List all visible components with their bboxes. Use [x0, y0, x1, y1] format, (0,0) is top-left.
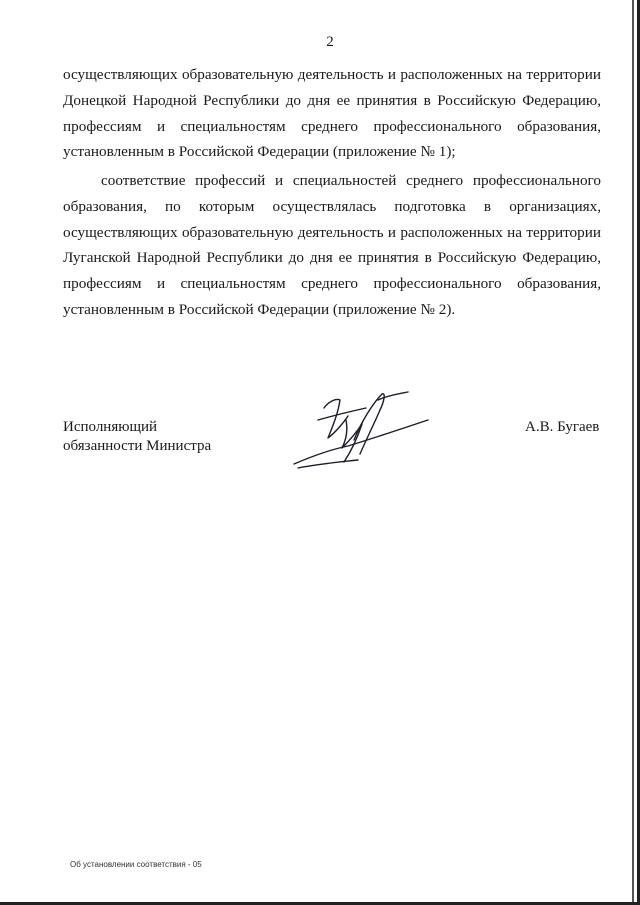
paragraph-1-text: осуществляющих образовательную деятельность и расположенных на территории Донецкой Народной Республики до дня ее принятия в Российскую Федерацию, профессиям и специальностям среднего профессионального образования, установленным в Российской Федерации (приложение № 1); — [63, 66, 601, 161]
signer-name: А.В. Бугаев — [525, 419, 600, 435]
signer-title-line-2: обязанности Министра — [63, 438, 212, 454]
paragraph-2 — [63, 168, 601, 323]
scan-edge-right-inner — [632, 0, 634, 905]
signer-title — [63, 418, 211, 456]
document-footer: Об установлении соответствия - 05 — [70, 860, 202, 869]
paragraph-1 — [63, 62, 601, 165]
paragraph-2-text: соответствие профессий и специальностей среднего профессионального образования, по которым осуществлялась подготовка в организациях, осуществляющих образовательную деятельность и расположенных на территории Луганской Народной Республики до дня ее принятия в Российскую Федерацию, профессиям и специальностям среднего профессионального образования, установленным в Российской Федерации (приложение № 2). — [63, 172, 601, 318]
page-number: 2 — [326, 34, 334, 50]
handwritten-signature-icon — [288, 380, 438, 480]
signer-title-line-1: Исполняющий — [63, 419, 158, 435]
